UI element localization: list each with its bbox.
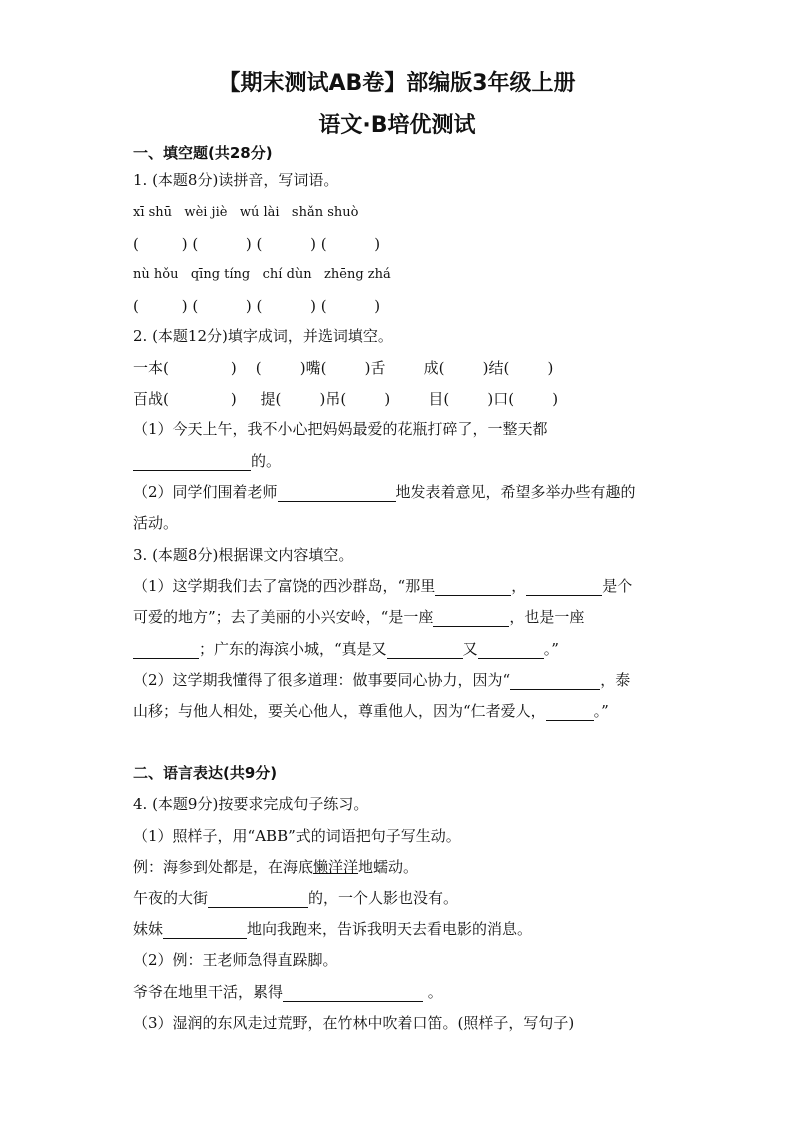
q3-p1-line3: ；广东的海滨小城，“真是又 又 。”	[133, 639, 559, 659]
answer-blank[interactable]	[387, 642, 463, 659]
q2-sentence2: （2）同学们围着老师 地发表着意见，希望多举办些有趣的	[133, 483, 636, 501]
answer-blank[interactable]	[433, 610, 509, 627]
q2-stem: 2. (本题12分)填字成词，并选词填空。	[133, 327, 393, 345]
q1-stem: 1. (本题8分)读拼音，写词语。	[133, 171, 339, 189]
answer-blank[interactable]	[208, 891, 308, 908]
answer-blank[interactable]	[526, 579, 602, 596]
q4-example: 例：海参到处都是，在海底懒洋洋地蠕动。	[133, 858, 419, 876]
q1-paren-row1: ( ) ( ) ( ) ( )	[133, 235, 381, 253]
answer-blank[interactable]	[435, 579, 511, 596]
answer-blank[interactable]	[510, 673, 600, 690]
q4-instruction-1: （1）照样子，用“ABB”式的词语把句子写生动。	[133, 827, 461, 845]
q4-instruction-3: （3）湿润的东风走过荒野，在竹林中吹着口笛。(照样子，写句子)	[133, 1014, 575, 1032]
q3-p1-line1: （1）这学期我们去了富饶的西沙群岛，“那里 ， 是个	[133, 577, 633, 595]
q4-line-2: 妹妹 地向我跑来，告诉我明天去看电影的消息。	[133, 920, 533, 938]
answer-blank[interactable]	[163, 922, 247, 939]
answer-blank[interactable]	[133, 454, 251, 471]
answer-blank[interactable]	[478, 642, 544, 659]
q2-sentence1-cont: 的。	[133, 451, 281, 471]
q4-line-1: 午夜的大街 的，一个人影也没有。	[133, 889, 459, 907]
q3-p2-line1: （2）这学期我懂得了很多道理：做事要同心协力，因为“ ，泰	[133, 671, 631, 689]
q1-pinyin-row2: nù hǒu qīng tíng chí dùn zhēng zhá	[133, 267, 391, 282]
answer-blank[interactable]	[546, 704, 594, 721]
section2-heading: 二、语言表达(共9分)	[133, 764, 278, 782]
q1-pinyin-row1: xī shū wèi jiè wú lài shǎn shuò	[133, 205, 359, 220]
q2-row1: 一本( ) ( )嘴( )舌 成( )结( )	[133, 359, 554, 377]
section1-heading: 一、填空题(共28分)	[133, 144, 273, 162]
answer-blank[interactable]	[283, 985, 423, 1002]
q2-sentence1: （1）今天上午，我不小心把妈妈最爱的花瓶打碎了，一整天都	[133, 420, 548, 438]
q3-p1-line2: 可爱的地方”；去了美丽的小兴安岭，“是一座 ，也是一座	[133, 608, 585, 626]
q2-sentence2-cont: 活动。	[133, 514, 179, 532]
title-line-2: 语文·B培优测试	[318, 113, 476, 138]
q4-instruction-2: （2）例：王老师急得直跺脚。	[133, 951, 338, 969]
title-line-1: 【期末测试AB卷】部编版3年级上册	[218, 71, 576, 96]
q3-p2-line2: 山移；与他人相处，要关心他人，尊重他人，因为“仁者爱人， 。”	[133, 702, 609, 720]
q2-row2: 百战( ) 提( )吊( ) 目( )口( )	[133, 390, 559, 408]
q1-paren-row2: ( ) ( ) ( ) ( )	[133, 297, 381, 315]
q4-stem: 4. (本题9分)按要求完成句子练习。	[133, 795, 369, 813]
answer-blank[interactable]	[133, 642, 199, 659]
q4-line-3: 爷爷在地里干活，累得 。	[133, 983, 443, 1001]
q3-stem: 3. (本题8分)根据课文内容填空。	[133, 546, 354, 564]
answer-blank[interactable]	[278, 485, 396, 502]
